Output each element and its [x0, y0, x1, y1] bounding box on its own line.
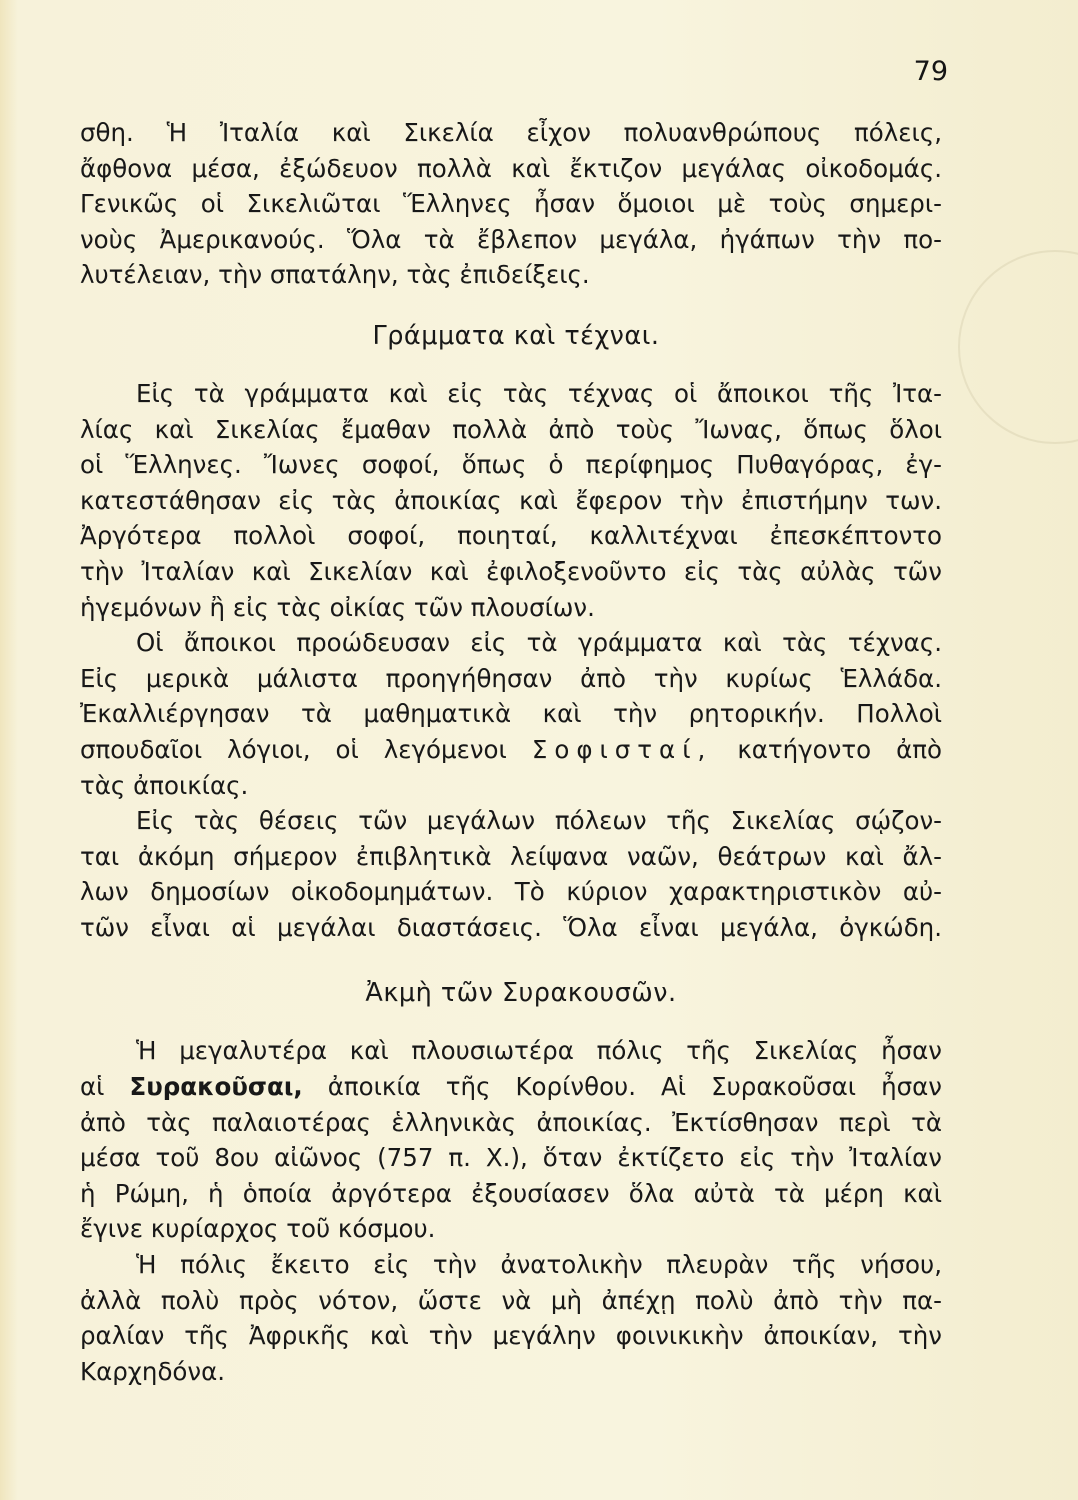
text-line: ραλίαν τῆς Ἀφρικῆς καὶ τὴν μεγάλην φοινικικὴν ἀποικίαν, τὴν — [80, 1321, 942, 1351]
text-line: οἱ Ἕλληνες. Ἴωνες σοφοί, ὅπως ὁ περίφημος Πυθαγόρας, ἐγ- — [80, 450, 942, 480]
text-line: Εἰς μερικὰ μάλιστα προηγήθησαν ἀπὸ τὴν κυρίως Ἑλλάδα. — [80, 663, 942, 693]
text-line: κατεστάθησαν εἰς τὰς ἀποικίας καὶ ἔφερον τὴν ἐπιστήμην των. — [80, 485, 942, 515]
spaced-term-sophists: Σοφισταί, — [531, 734, 713, 764]
section-heading-letters-arts: Γράμματα καὶ τέχναι. — [372, 320, 660, 351]
text-line: Οἱ ἄποικοι προώδευσαν εἰς τὰ γράμματα καὶ τὰς τέχνας. — [136, 628, 942, 658]
text-line: λων δημοσίων οἰκοδομημάτων. Τὸ κύριον χαρακτηριστικὸν αὐ- — [80, 877, 942, 907]
text-line: Εἰς τὰ γράμματα καὶ εἰς τὰς τέχνας οἱ ἄποικοι τῆς Ἰτα- — [136, 378, 942, 408]
page-number: 79 — [913, 56, 948, 87]
text-span: σπουδαῖοι λόγιοι, οἱ λεγόμενοι — [80, 734, 507, 764]
text-line: ἄφθονα μέσα, ἐξώδευον πολλὰ καὶ ἔκτιζον μεγάλας οἰκοδομάς. — [80, 153, 942, 183]
page-text — [80, 115, 942, 1389]
text-line: σθη. Ἡ Ἰταλία καὶ Σικελία εἶχον πολυανθρώπους πόλεις, — [80, 118, 942, 147]
text-line: νοὺς Ἀμερικανούς. Ὅλα τὰ ἔβλεπον μεγάλα, ἠγάπων τὴν πο- — [80, 224, 942, 254]
text-line: Εἰς τὰς θέσεις τῶν μεγάλων πόλεων τῆς Σικελίας σῴζον- — [136, 806, 942, 836]
text-line: ἔγινε κυρίαρχος τοῦ κόσμου. — [80, 1214, 436, 1244]
text-line: τὴν Ἰταλίαν καὶ Σικελίαν καὶ ἐφιλοξενοῦντο εἰς τὰς αὐλὰς τῶν — [80, 556, 942, 586]
text-line: ται ἀκόμη σήμερον ἐπιβλητικὰ λείψανα ναῶν, θεάτρων καὶ ἄλ- — [80, 841, 942, 871]
bold-term-syracuse: Συρακοῦσαι, — [129, 1072, 303, 1102]
text-span: κατήγοντο ἀπὸ — [737, 734, 942, 764]
text-line: ἀπὸ τὰς παλαιοτέρας ἑλληνικὰς ἀποικίας. Ἐκτίσθησαν περὶ τὰ — [80, 1107, 942, 1137]
text-line: λυτέλειαν, τὴν σπατάλην, τὰς ἐπιδείξεις. — [80, 260, 590, 290]
text-line: Καρχηδόνα. — [80, 1356, 226, 1386]
section-heading-syracuse: Ἀκμὴ τῶν Συρακουσῶν. — [365, 978, 677, 1009]
text-line: τὰς ἀποικίας. — [80, 770, 249, 800]
text-line — [80, 732, 942, 768]
text-line: Ἐκαλλιέργησαν τὰ μαθηματικὰ καὶ τὴν ρητορικήν. Πολλοὶ — [80, 699, 942, 729]
text-line — [80, 1069, 942, 1105]
text-line: ἡ Ρώμη, ἡ ὁποία ἀργότερα ἐξουσίασεν ὅλα αὐτὰ τὰ μέρη καὶ — [80, 1178, 942, 1208]
text-line: Ἡ πόλις ἔκειτο εἰς τὴν ἀνατολικὴν πλευρὰν τῆς νήσου, — [136, 1250, 942, 1280]
text-line: τῶν εἶναι αἱ μεγάλαι διαστάσεις. Ὅλα εἶναι μεγάλα, ὀγκώδη. — [80, 912, 942, 942]
text-span: ἀποικία τῆς Κορίνθου. Αἱ Συρακοῦσαι ἦσαν — [327, 1072, 942, 1102]
text-line: Γενικῶς οἱ Σικελιῶται Ἕλληνες ἦσαν ὅμοιοι μὲ τοὺς σημερι- — [80, 189, 942, 219]
text-line: Ἀργότερα πολλοὶ σοφοί, ποιηταί, καλλιτέχναι ἐπεσκέπτοντο — [80, 521, 942, 551]
faint-stamp-mark — [958, 250, 1078, 444]
text-line: ἡγεμόνων ἢ εἰς τὰς οἰκίας τῶν πλουσίων. — [80, 592, 595, 622]
text-line: Ἡ μεγαλυτέρα καὶ πλουσιωτέρα πόλις τῆς Σικελίας ἦσαν — [136, 1036, 942, 1066]
text-line: μέσα τοῦ 8ου αἰῶνος (757 π. Χ.), ὅταν ἐκτίζετο εἰς τὴν Ἰταλίαν — [80, 1143, 942, 1173]
text-line: ἀλλὰ πολὺ πρὸς νότον, ὥστε νὰ μὴ ἀπέχῃ πολὺ ἀπὸ τὴν πα- — [80, 1285, 942, 1315]
text-line: λίας καὶ Σικελίας ἔμαθαν πολλὰ ἀπὸ τοὺς Ἴωνας, ὅπως ὅλοι — [80, 414, 942, 444]
text-span: αἱ — [80, 1072, 105, 1102]
